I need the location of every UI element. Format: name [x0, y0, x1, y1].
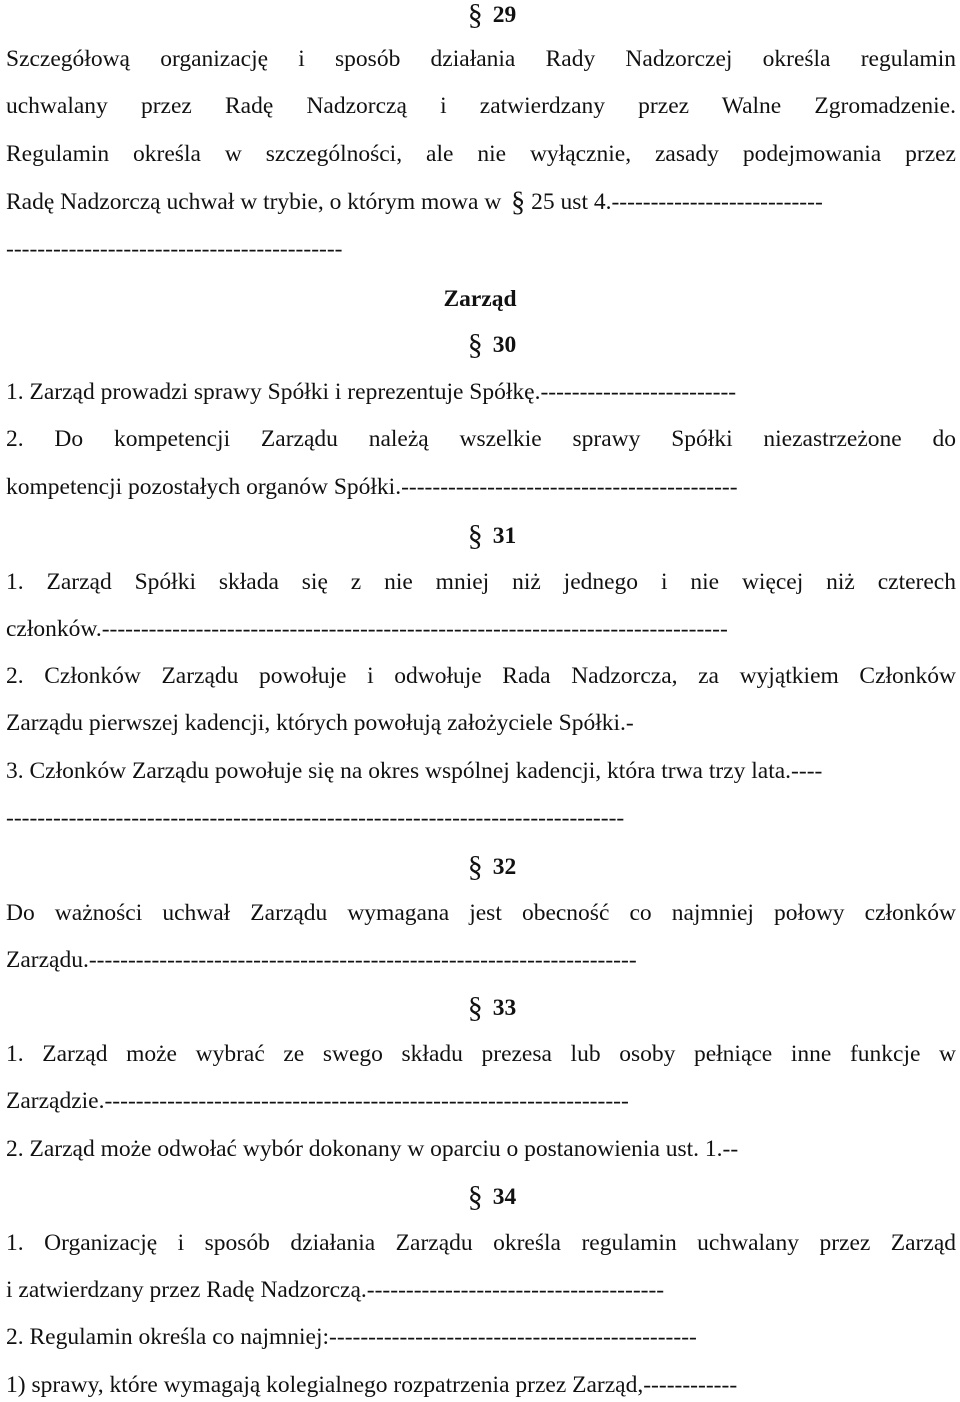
section-32-heading: [0, 852, 960, 882]
paragraph-line: i zatwierdzany przez Radę Nadzorczą.--------------------------------------: [6, 1277, 665, 1303]
section-number: 34: [492, 1184, 517, 1210]
section-sign-icon: §: [467, 850, 483, 883]
paragraph-line: 1. Zarząd Spółki składa się z nie mniej niż jednego i nie więcej niż czterech: [6, 569, 956, 595]
section-33-heading: [0, 993, 960, 1023]
section-sign-icon: §: [467, 991, 483, 1024]
section-reference-sign: §: [511, 187, 526, 218]
paragraph-line: [6, 187, 823, 218]
chapter-heading: Zarząd: [443, 286, 517, 312]
paragraph-line: Zarządzie.-------------------------------------------------------------------: [6, 1088, 629, 1114]
section-number: 29: [492, 2, 517, 28]
paragraph-line: 2. Członków Zarządu powołuje i odwołuje Rada Nadzorcza, za wyjątkiem Członków: [6, 663, 956, 689]
paragraph-line: -------------------------------------------: [6, 236, 343, 262]
section-sign-icon: §: [467, 519, 483, 552]
section-29-heading: [0, 0, 960, 30]
paragraph-line: Regulamin określa w szczególności, ale nie wyłącznie, zasady podejmowania przez: [6, 141, 956, 167]
paragraph-line: Zarządu.----------------------------------------------------------------------: [6, 947, 637, 973]
section-sign-icon: §: [467, 328, 483, 361]
section-30-heading: [0, 330, 960, 360]
section-number: 33: [492, 995, 517, 1021]
paragraph-line: członków.--------------------------------------------------------------------------------: [6, 616, 728, 642]
paragraph-line: 2. Zarząd może odwołać wybór dokonany w oparciu o postanowienia ust. 1.--: [6, 1136, 739, 1162]
section-sign-icon: §: [467, 1180, 483, 1213]
paragraph-line: 2. Regulamin określa co najmniej:-----------------------------------------------: [6, 1324, 697, 1350]
paragraph-line: 1) sprawy, które wymagają kolegialnego rozpatrzenia przez Zarząd,------------: [6, 1372, 738, 1398]
paragraph-line: -------------------------------------------------------------------------------: [6, 805, 625, 831]
paragraph-line: Zarządu pierwszej kadencji, których powołują założyciele Spółki.-: [6, 710, 634, 736]
section-number: 32: [492, 854, 517, 880]
paragraph-line: 2. Do kompetencji Zarządu należą wszelkie sprawy Spółki niezastrzeżone do: [6, 426, 956, 452]
paragraph-line: uchwalany przez Radę Nadzorczą i zatwierdzany przez Walne Zgromadzenie.: [6, 93, 956, 119]
paragraph-line: Do ważności uchwał Zarządu wymagana jest obecność co najmniej połowy członków: [6, 900, 956, 926]
paragraph-line: 1. Zarząd może wybrać ze swego składu prezesa lub osoby pełniące inne funkcje w: [6, 1041, 956, 1067]
paragraph-line: Szczegółową organizację i sposób działania Rady Nadzorczej określa regulamin: [6, 46, 956, 72]
section-number: 31: [492, 523, 517, 549]
paragraph-line: 3. Członków Zarządu powołuje się na okres wspólnej kadencji, która trwa trzy lata.----: [6, 758, 823, 784]
paragraph-line-text: Radę Nadzorczą uchwał w trybie, o którym mowa w: [6, 189, 502, 215]
section-31-heading: [0, 521, 960, 551]
paragraph-line: 1. Zarząd prowadzi sprawy Spółki i reprezentuje Spółkę.-------------------------: [6, 379, 737, 405]
section-34-heading: [0, 1182, 960, 1212]
section-sign-icon: §: [467, 0, 483, 31]
paragraph-line-text: 25 ust 4.---------------------------: [531, 189, 823, 215]
paragraph-line: 1. Organizację i sposób działania Zarządu określa regulamin uchwalany przez Zarząd: [6, 1230, 956, 1256]
paragraph-line: kompetencji pozostałych organów Spółki.-------------------------------------------: [6, 474, 738, 500]
section-number: 30: [492, 332, 517, 358]
